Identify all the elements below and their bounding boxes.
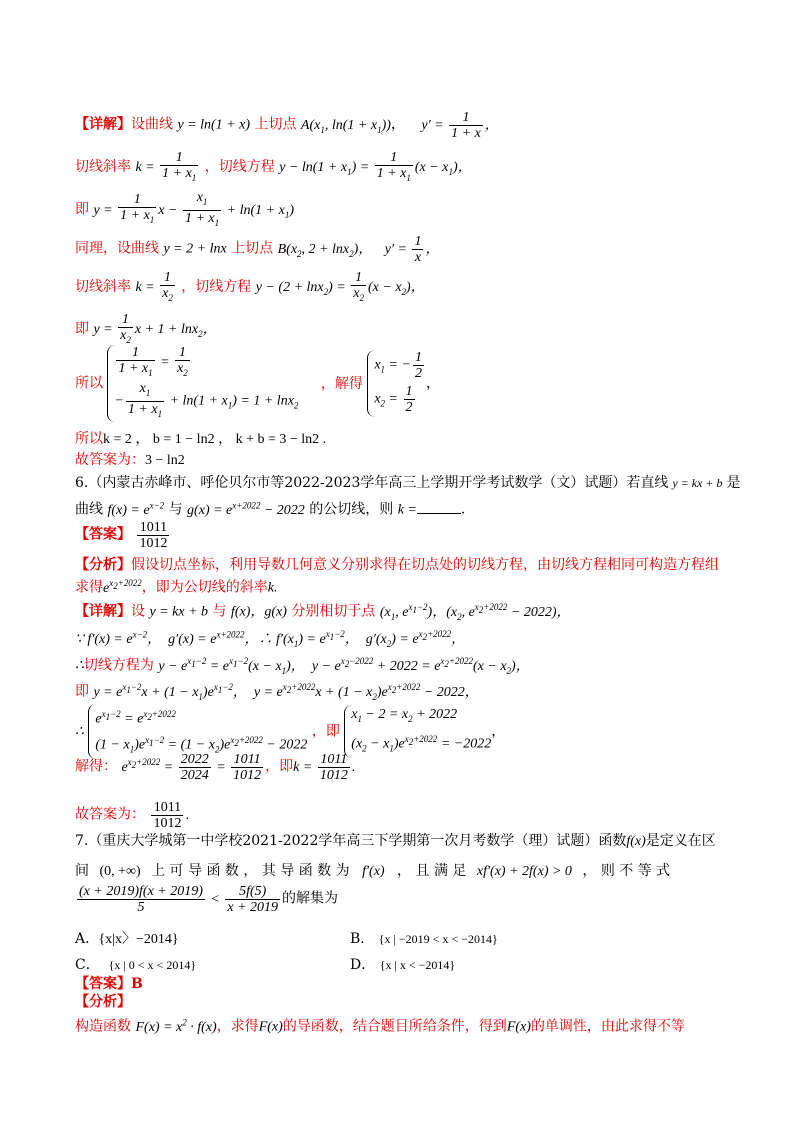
sol5-line-9: 故答案为：3 − ln2 [75, 452, 185, 468]
q7-line-2: 间 (0, +∞) 上 可 导 函 数 ， 其 导 函 数 为 f′(x) ， 且 满 足 xf′(x) + 2f(x) > 0 ， 则 不 等 式 [75, 863, 671, 879]
q7-header: 7.（重庆大学城第一中学校2021-2022学年高三下学期第一次月考数学（理）试题）函数f(x)是定义在区 [75, 833, 716, 849]
q6-detail-5: ∴ $e^{x_1-2} = e^{x_2+2022}$ $(1 - x_1)e^{x_1-2} = (1 - x_2)e^{x_2+2022} - 2022$ ，即 $x_1 - 2 = x_2 + 2022$ $(x_2 - x_1)e^{x_2+2022} = -2022$ ， [75, 704, 505, 759]
q6-header: 6.（内蒙古赤峰市、呼伦贝尔市等2022-2023学年高三上学期开学考试数学（文）试题）若直线 y = kx + b 是 [75, 475, 741, 491]
q6-answer: 【答案】 $\frac{1011}{1012}$ [75, 520, 168, 551]
q6-detail-2: ∵ $f'(x) = e^{x-2}$， $g'(x) = e^{x+2022}$，∴ $f'(x_1) = e^{x_1-2}$， $g'(x_2) = e^{x_2+2022}$， [75, 629, 466, 649]
sol5-line-5: 切线斜率 k = $\frac{1}{x_2}$ ，切线方程 y − (2 + lnx$_2$) = $\frac{1}{x_2}$ $(x - x_2)$， [75, 270, 425, 303]
option-d[interactable]: D． {x | x < −2014} [350, 957, 456, 973]
q6-detail-3: ∴切线方程为 $y - e^{x_1-2} = e^{x_1-2}(x - x_1)$， $y - e^{x_2-2022} + 2022 = e^{x_2+2022}(x - x_2)$， [75, 656, 530, 676]
detail-tag: 【详解】 [75, 116, 131, 133]
q6-final: 故答案为： $\frac{1011}{1012}$ . [75, 800, 189, 831]
option-c[interactable]: C． {x | 0 < x < 2014} [75, 957, 197, 973]
sol5-line-3: 即 y = $\frac{1}{1 + x_1}$ x − $\frac{x_1}{1 + x_1}$ + $\ln(1 + x_1)$ [75, 190, 294, 228]
answer-tag: 【答案】 [75, 526, 131, 543]
sol5-line-6: 即 y = $\frac{1}{x_2}$ x + 1 + lnx$_2$， [75, 312, 217, 345]
q7-line-3: $\frac{(x + 2019)f(x + 2019)}{5}$ < $\frac{5f(5)}{x + 2019}$ 的解集为 [79, 884, 339, 915]
option-b[interactable]: B． {x | −2019 < x < −2014} [350, 931, 498, 947]
q7-analysis-1: 构造函数 $F(x) = x^2 \cdot f(x)$，求得F(x)的导函数，结合题目所给条件，得到F(x)的单调性，由此求得不等 [75, 1017, 685, 1035]
sol5-line-1: 【详解】设曲线 y = ln(1 + x) 上切点 $A(x_1$, $\ln(1 + x_1)$)， y′ = $\frac{1}{1 + x}$ ， [75, 110, 499, 141]
sol5-line-4: 同理，设曲线 y = 2 + lnx 上切点 $B(x_2$, 2 + lnx$_2$)， y′ = $\frac{1}{x}$ ， [75, 234, 440, 265]
q6-detail-1: 【详解】设 y = kx + b 与 f(x)，g(x) 分别相切于点 ($x_1$, $e^{x_1-2}$)，($x_2$, $e^{x_2+2022} - 2022$)， [75, 602, 571, 622]
answer-blank [417, 501, 461, 514]
q6-line-2: 曲线 $f(x) = e^{x-2}$ 与 $g(x) = e^{x+2022} - 2022$ 的公切线，则 k = . [75, 500, 466, 518]
q6-detail-6: 解得： $e^{x_2+2022}$ = $\frac{2022}{2024}$ = $\frac{1011}{1012}$ ，即k = $\frac{1011}{1012}$ . [75, 752, 356, 783]
q7-analysis-tag: 【分析】 [75, 994, 131, 1010]
detail-tag: 【详解】 [75, 603, 131, 620]
answer-tag: 【答案】 [75, 976, 131, 992]
sol5-line-7: 所以 $\frac{1}{1 + x_1}$ = $\frac{1}{x_2}$ − $\frac{x_1}{1 + x_1}$ + $\ln(1 + x_1) = 1 + \ln x_2$ ，解得 $x_1$ = − $\frac{1}{2}$ $x_2$ = $\frac{1}{2}$ ， [75, 345, 440, 422]
q6-analysis-1: 【分析】假设切点坐标，利用导数几何意义分别求得在切点处的切线方程，由切线方程相同可构造方程组 [75, 557, 719, 573]
analysis-tag: 【分析】 [75, 557, 131, 573]
answer-value: B [131, 976, 143, 992]
q7-answer [75, 975, 143, 993]
q6-analysis-2: 求得$e^{x_2+2022}$，即为公切线的斜率k. [75, 578, 278, 596]
option-a[interactable]: A. {x|x〉−2014} [75, 931, 179, 947]
q6-detail-4: 即 $y = e^{x_1-2}x + (1 - x_1)e^{x_1-2}$， $y = e^{x_2+2022}x + (1 - x_2)e^{x_2+2022} - 2022$， [75, 682, 479, 702]
sol5-line-8: 所以k = 2 ， b = 1 − ln2 ， k + b = 3 − ln2 . [75, 431, 327, 447]
sol5-line-2: 切线斜率 k = $\frac{1}{1 + x_1}$ ，切线方程 $y - \ln(1 + x_1)$ = $\frac{1}{1 + x_1}$ $(x - x_1)$， [75, 150, 472, 183]
